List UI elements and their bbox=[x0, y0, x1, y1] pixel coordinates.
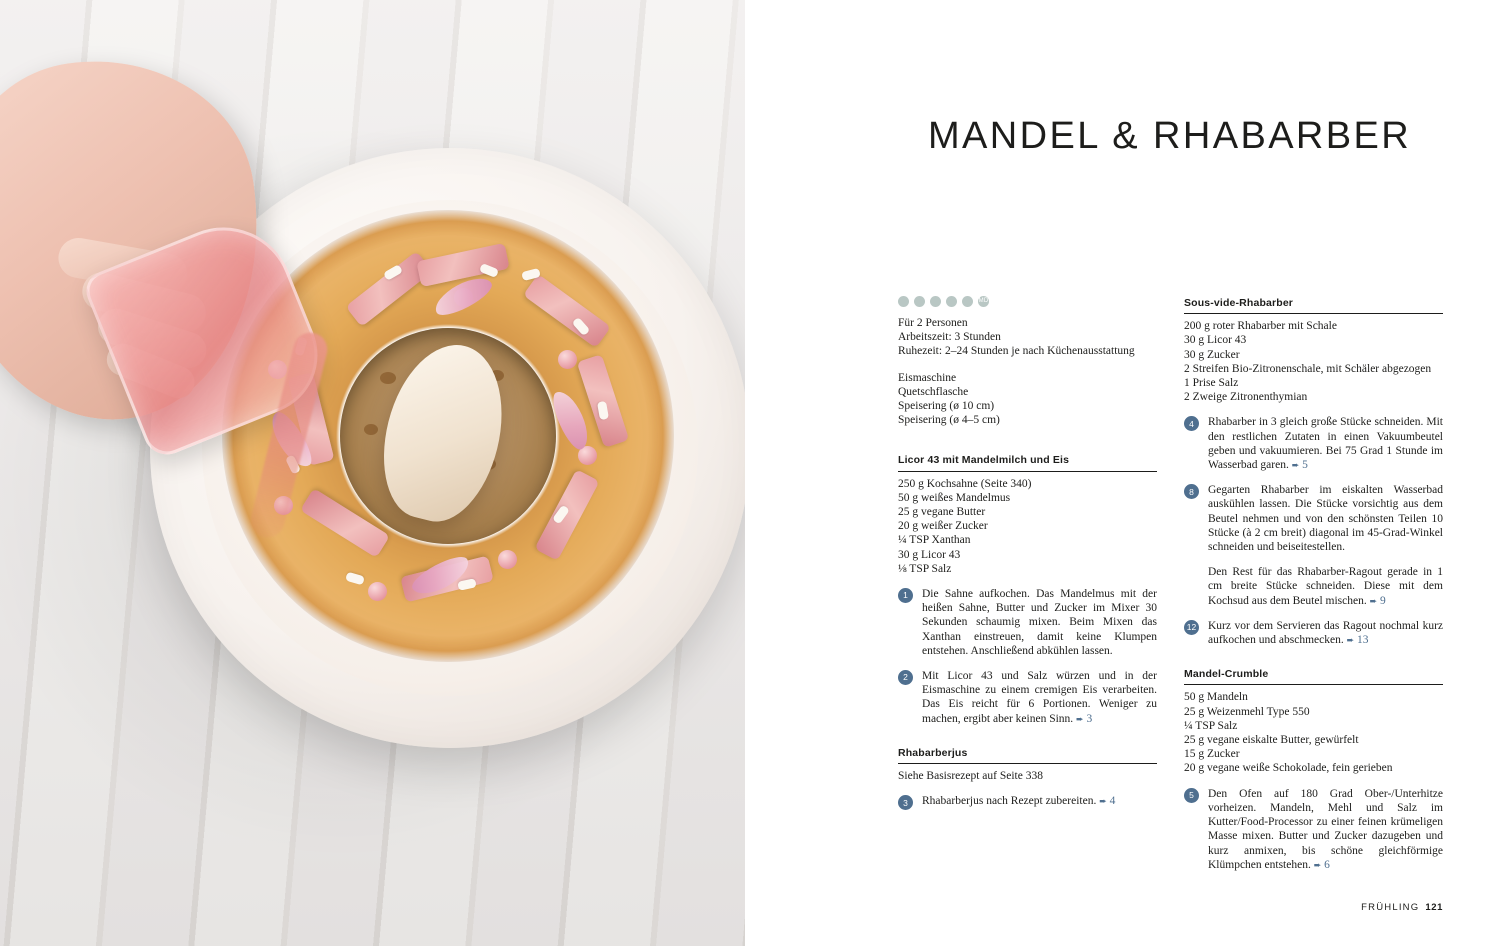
step-text-body: Rhabarberjus nach Rezept zubereiten. bbox=[922, 795, 1097, 808]
section-heading: Mandel-Crumble bbox=[1184, 667, 1443, 685]
step-reference: ➨ 3 bbox=[1076, 712, 1093, 725]
ingredient: 50 g Mandeln bbox=[1184, 691, 1248, 704]
ingredient: 30 g Zucker bbox=[1184, 348, 1240, 361]
rhubarb-pearl bbox=[558, 350, 577, 369]
difficulty-dot bbox=[930, 296, 941, 307]
recipe-step bbox=[898, 669, 1157, 726]
recipe-step bbox=[898, 587, 1157, 658]
ingredient: 30 g Licor 43 bbox=[898, 548, 961, 561]
step-text-body: Rhabarber in 3 gleich große Stücke schneiden. Mit den restlichen Zutaten in einen Vakuumbeutel geben und vakuumieren. Bei 75 Grad 1 Stunde im Wasserbad garen. bbox=[1208, 416, 1443, 472]
ingredient: 30 g Licor 43 bbox=[1184, 334, 1247, 347]
equipment-item: Speisering (ø 4–5 cm) bbox=[898, 414, 1000, 427]
step-number: 2 bbox=[898, 670, 913, 685]
page-footer bbox=[1361, 902, 1443, 913]
step-number: 8 bbox=[1184, 484, 1199, 499]
rest-time-line: Ruhezeit: 2–24 Stunden je nach Küchenausstattung bbox=[898, 345, 1135, 358]
footer-section-label: FRÜHLING bbox=[1361, 902, 1420, 913]
step-text-body: Den Rest für das Rhabarber-Ragout gerade in 1 cm breite Stücke schneiden. Diese mit dem Kochsud aus dem Beutel mischen. bbox=[1208, 566, 1443, 607]
step-reference-number: 5 bbox=[1302, 459, 1308, 472]
step-reference: ➨ 6 bbox=[1313, 858, 1330, 871]
step-reference-number: 6 bbox=[1324, 858, 1330, 871]
section-sousvide bbox=[1184, 296, 1443, 647]
servings-line: Für 2 Personen bbox=[898, 317, 968, 329]
step-number: 1 bbox=[898, 588, 913, 603]
rhubarb-baton bbox=[523, 274, 611, 348]
step-reference-number: 9 bbox=[1380, 594, 1386, 607]
ingredient: 25 g Weizenmehl Type 550 bbox=[1184, 705, 1310, 718]
step-text bbox=[1208, 565, 1443, 608]
section-rhabarberjus bbox=[898, 746, 1157, 810]
ingredient: Siehe Basisrezept auf Seite 338 bbox=[898, 770, 1043, 783]
recipe-step bbox=[1184, 415, 1443, 472]
step-text-body: Kurz vor dem Servieren das Ragout nochmal kurz aufkochen und abschmecken. bbox=[1208, 619, 1443, 647]
section-steps bbox=[1184, 787, 1443, 872]
ingredient: 25 g vegane eiskalte Butter, gewürfelt bbox=[1184, 734, 1359, 747]
step-text bbox=[1208, 619, 1443, 647]
ingredient: 25 g vegane Butter bbox=[898, 506, 986, 519]
ingredient: 15 g Zucker bbox=[1184, 748, 1240, 761]
ingredient: 1 Prise Salz bbox=[1184, 377, 1239, 390]
ingredient: ¼ TSP Xanthan bbox=[898, 534, 971, 547]
difficulty-dots bbox=[898, 296, 1157, 307]
section-steps bbox=[898, 794, 1157, 810]
photo-page bbox=[0, 0, 745, 946]
crumble-piece bbox=[380, 372, 396, 384]
step-number: 5 bbox=[1184, 788, 1199, 803]
step-text bbox=[1208, 415, 1443, 472]
recipe-page bbox=[745, 0, 1500, 946]
ingredient: 200 g roter Rhabarber mit Schale bbox=[1184, 320, 1337, 333]
section-licor bbox=[898, 453, 1157, 725]
section-heading: Rhabarberjus bbox=[898, 746, 1157, 764]
section-steps bbox=[1184, 415, 1443, 647]
step-reference: ➨ 4 bbox=[1099, 795, 1116, 808]
ingredient: 2 Streifen Bio-Zitronenschale, mit Schäler abgezogen bbox=[1184, 362, 1432, 375]
step-reference-number: 4 bbox=[1109, 795, 1116, 808]
rhubarb-pearl bbox=[498, 550, 517, 569]
step-text: Gegarten Rhabarber im eiskalten Wasserbad auskühlen lassen. Die Stücke vorsichtig aus dem Beutel nehmen und von den schönsten Teilen 10 Stücke (à 2 cm breit) diagonal im 45-Grad-Winkel schneiden und beiseitestellen. bbox=[1208, 484, 1443, 554]
md-badge: MD bbox=[978, 296, 989, 307]
recipe-column-right bbox=[1184, 296, 1443, 883]
ingredient: ¼ TSP Salz bbox=[1184, 719, 1238, 732]
section-crumble bbox=[1184, 667, 1443, 872]
almond-flake bbox=[345, 572, 365, 586]
section-heading: Licor 43 mit Mandelmilch und Eis bbox=[898, 453, 1157, 471]
ingredient: 2 Zweige Zitronenthymian bbox=[1184, 391, 1308, 404]
difficulty-dot bbox=[898, 296, 909, 307]
section-steps bbox=[898, 587, 1157, 726]
work-time-line: Arbeitszeit: 3 Stunden bbox=[898, 331, 1001, 344]
page-title: MANDEL & RHABARBER bbox=[928, 115, 1412, 158]
recipe-step bbox=[1184, 619, 1443, 647]
step-text bbox=[922, 794, 1115, 810]
difficulty-dot bbox=[946, 296, 957, 307]
crumble-piece bbox=[364, 424, 378, 435]
equipment-item: Quetschflasche bbox=[898, 385, 969, 398]
recipe-step bbox=[1184, 787, 1443, 872]
rhubarb-baton bbox=[416, 243, 509, 287]
step-reference-number: 3 bbox=[1086, 712, 1093, 725]
step-text-body: Mit Licor 43 und Salz würzen und in der Eismaschine zu einem cremigen Eis verarbeiten. Das Eis reicht für 6 Portionen. Weniger zu machen, ergibt aber keinen Sinn. bbox=[922, 670, 1157, 725]
rhubarb-pearl bbox=[368, 582, 387, 601]
section-heading: Sous-vide-Rhabarber bbox=[1184, 296, 1443, 314]
ingredient: 50 g weißes Mandelmus bbox=[898, 491, 1011, 504]
page-number: 121 bbox=[1425, 902, 1443, 913]
ingredient: ⅛ TSP Salz bbox=[898, 562, 952, 575]
recipe-step-continued bbox=[1184, 565, 1443, 608]
ingredient: 20 g vegane weiße Schokolade, fein gerieben bbox=[1184, 762, 1393, 775]
recipe-step bbox=[898, 794, 1157, 810]
step-text bbox=[922, 669, 1157, 726]
difficulty-dot bbox=[962, 296, 973, 307]
step-number: 12 bbox=[1184, 620, 1199, 635]
step-number: 3 bbox=[898, 795, 913, 810]
recipe-step bbox=[1184, 483, 1443, 554]
ingredient: 250 g Kochsahne (Seite 340) bbox=[898, 477, 1032, 490]
equipment-item: Eismaschine bbox=[898, 371, 957, 384]
step-reference: ➨ 13 bbox=[1346, 634, 1369, 647]
step-reference: ➨ 9 bbox=[1369, 594, 1386, 607]
step-text: Die Sahne aufkochen. Das Mandelmus mit der heißen Sahne, Butter und Zucker im Mixer 30 Sekunden schaumig mixen. Beim Mixen das Xanthan einstreuen, damit keine Klumpen entstehen. Anschließend abkühlen lassen. bbox=[922, 588, 1157, 657]
recipe-columns bbox=[898, 296, 1443, 883]
equipment-item: Speisering (ø 10 cm) bbox=[898, 400, 995, 413]
step-text bbox=[1208, 787, 1443, 872]
difficulty-dot bbox=[914, 296, 925, 307]
step-text-body: Den Ofen auf 180 Grad Ober-/Unterhitze vorheizen. Mandeln, Mehl und Salz im Kutter/Food-Processor zu einer feinen krümeligen Masse mixen. Butter und Zucker dazugeben und kurz anmixen, bis schöne gleichförmige Klümpchen entstehen. bbox=[1208, 787, 1443, 871]
recipe-column-left bbox=[898, 296, 1157, 883]
step-reference: ➨ 5 bbox=[1291, 459, 1308, 472]
step-number: 4 bbox=[1184, 416, 1199, 431]
ingredient: 20 g weißer Zucker bbox=[898, 520, 988, 533]
step-reference-number: 13 bbox=[1357, 634, 1369, 647]
